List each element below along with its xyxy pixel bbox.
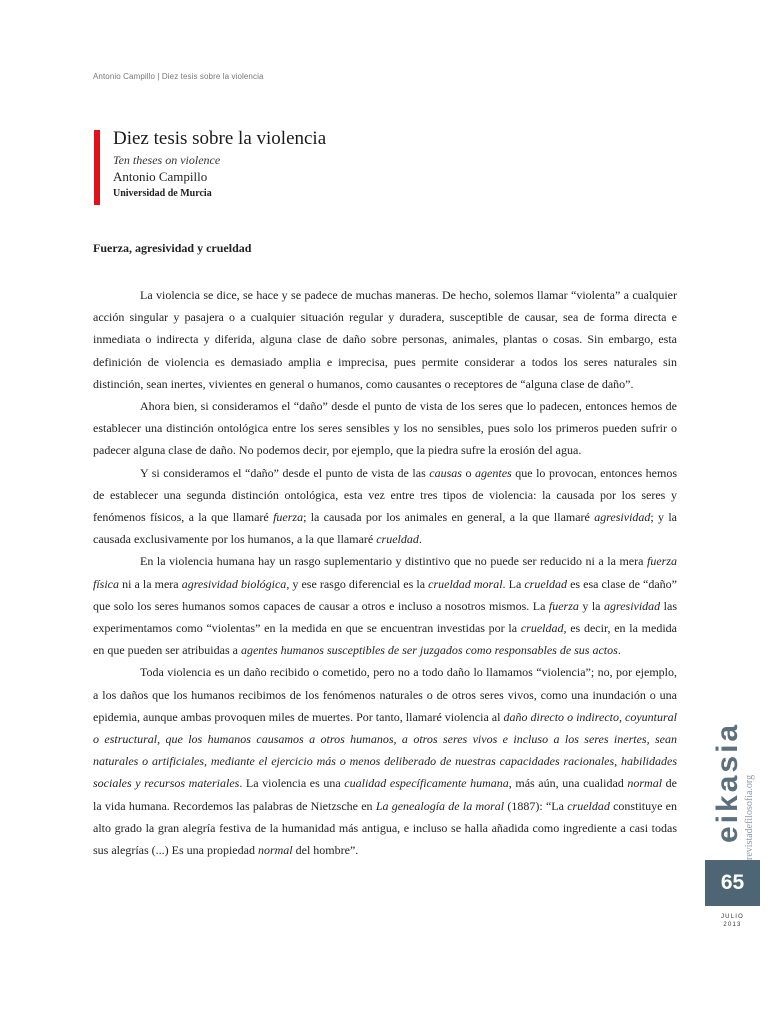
emphasis-text: fuerza xyxy=(273,510,304,525)
paragraph-text: . xyxy=(418,532,422,547)
paragraph-text: Toda violencia es un daño recibido o cometido, pero no a todo daño lo llamamos “violencia”; no, por ejemplo, a los daños que los humanos recibimos de los fenómenos naturales o de otros seres vivos, como una inundación o una epidemia, aunque ambas provoquen miles de muertes. Por tanto, llamaré violencia al xyxy=(93,665,677,724)
emphasis-text: daño directo o indirecto, coyuntural o estructural, que los humanos causamos a otros humanos, a otros seres vivos e incluso a los seres inertes, sean naturales o artificiales, mediante el ejercicio más o menos deliberado de nuestras capacidades racionales, habilidades sociales y recursos materiales xyxy=(93,709,677,791)
paragraph-text: o xyxy=(461,465,476,480)
article-body xyxy=(93,284,677,861)
paragraph-text: del hombre”. xyxy=(292,843,359,858)
emphasis-text: crueldad xyxy=(567,798,610,813)
emphasis-text: agresividad biológica xyxy=(181,576,287,591)
paragraph-text: . La violencia es una xyxy=(239,776,345,791)
article-subtitle: Ten theses on violence xyxy=(113,153,221,167)
emphasis-text: causas xyxy=(429,465,462,480)
body-paragraph xyxy=(93,284,677,395)
article-author: Antonio Campillo xyxy=(113,169,208,184)
body-paragraph xyxy=(93,395,677,462)
emphasis-text: agresividad xyxy=(594,510,651,525)
issue-month: JULIO xyxy=(720,914,744,920)
emphasis-text: agentes xyxy=(475,465,512,480)
paragraph-text: ; y la causada exclusivamente por los humanos, a la que llamaré xyxy=(93,510,677,547)
emphasis-text: cualidad específicamente humana xyxy=(344,776,509,791)
emphasis-text: crueldad xyxy=(520,621,564,636)
paragraph-text: . La xyxy=(502,576,525,591)
paragraph-text: , es decir, en la medida en que pueden ser atribuidas a xyxy=(93,621,677,658)
body-paragraph xyxy=(93,661,677,861)
paragraph-text: de la vida humana. Recordemos las palabras de Nietzsche en xyxy=(93,776,677,813)
journal-url: revistadefilosofia.org xyxy=(744,774,755,860)
emphasis-text: La genealogía de la moral xyxy=(375,798,505,813)
running-header: Antonio Campillo | Diez tesis sobre la violencia xyxy=(93,72,264,81)
paragraph-text: Y si consideramos el “daño” desde el punto de vista de las xyxy=(140,465,430,480)
paragraph-text: y la xyxy=(578,598,604,613)
paragraph-text: que lo provocan, entonces hemos de establecer una segunda distinción ontológica, esta vez entre tres tipos de violencia: la causada por los seres y fenómenos físicos, a la que llamaré xyxy=(93,465,678,525)
page-number-box xyxy=(705,860,760,906)
body-paragraph xyxy=(93,550,677,661)
emphasis-text: normal xyxy=(627,776,663,791)
paragraph-text: (1887): “La xyxy=(504,798,568,813)
paragraph-text: , más aún, una cualidad xyxy=(508,776,628,791)
emphasis-text: fuerza xyxy=(548,598,579,613)
page-number: 65 xyxy=(720,871,745,894)
paragraph-text: las experimentamos como “violentas” en la medida en que se encuentran investidas por la xyxy=(93,598,677,636)
emphasis-text: agresividad xyxy=(603,598,661,613)
paragraph-text: . xyxy=(617,643,621,658)
paragraph-text: En la violencia humana hay un rasgo suplementario y distintivo que no puede ser reducido ni a la mera xyxy=(140,554,647,569)
paragraph-text: , y ese rasgo diferencial es la xyxy=(286,576,429,591)
emphasis-text: fuerza física xyxy=(93,554,677,591)
emphasis-text: crueldad xyxy=(524,576,567,591)
issue-year: 2013 xyxy=(723,922,742,928)
author-affiliation: Universidad de Murcia xyxy=(113,188,212,199)
emphasis-text: normal xyxy=(257,843,293,858)
journal-logo: eikasia xyxy=(711,721,744,843)
paragraph-text: ; la causada por los animales en general, a la que llamaré xyxy=(303,510,595,525)
paragraph-text: ni a la mera xyxy=(119,576,182,591)
paragraph-text: constituye en alto grado la gran alegría festiva de la humanidad más antigua, e incluso se halla añadida como ingrediente a casi todas sus alegrías (...) Es una propiedad xyxy=(93,798,678,858)
title-accent-bar xyxy=(94,130,100,205)
section-heading: Fuerza, agresividad y crueldad xyxy=(93,241,252,255)
article-title: Diez tesis sobre la violencia xyxy=(113,128,327,149)
emphasis-text: agentes humanos susceptibles de ser juzgados como responsables de sus actos xyxy=(240,643,618,658)
emphasis-text: crueldad xyxy=(376,532,419,547)
paragraph-text: es esa clase de “daño” que solo los seres humanos somos capaces de causar a otros e incluso a nosotros mismos. La xyxy=(93,576,677,613)
paragraph-text: La violencia se dice, se hace y se padece de muchas maneras. De hecho, solemos llamar “violenta” a cualquier acción singular y pasajera o a cualquier situación regular y duradera, susceptible de causar, sea de forma directa e inmediata o indirecta y diferida, alguna clase de daño sobre personas, animales, plantas o cosas. Sin embargo, esta definición de violencia es demasiado amplia e imprecisa, pues permite considerar a todos los seres naturales sin distinción, sean inertes, vivientes en general o humanos, como causantes o receptores de “alguna clase de daño”. xyxy=(93,288,677,391)
body-paragraph xyxy=(93,462,677,551)
emphasis-text: crueldad moral xyxy=(428,576,503,591)
paragraph-text: Ahora bien, si consideramos el “daño” desde el punto de vista de los seres que lo padecen, entonces hemos de establecer una distinción ontológica entre los seres sensibles y los no sensibles, pues solo los primeros pueden sufrir o padecer alguna clase de daño. No podemos decir, por ejemplo, que la piedra sufre la erosión del agua. xyxy=(93,399,677,458)
